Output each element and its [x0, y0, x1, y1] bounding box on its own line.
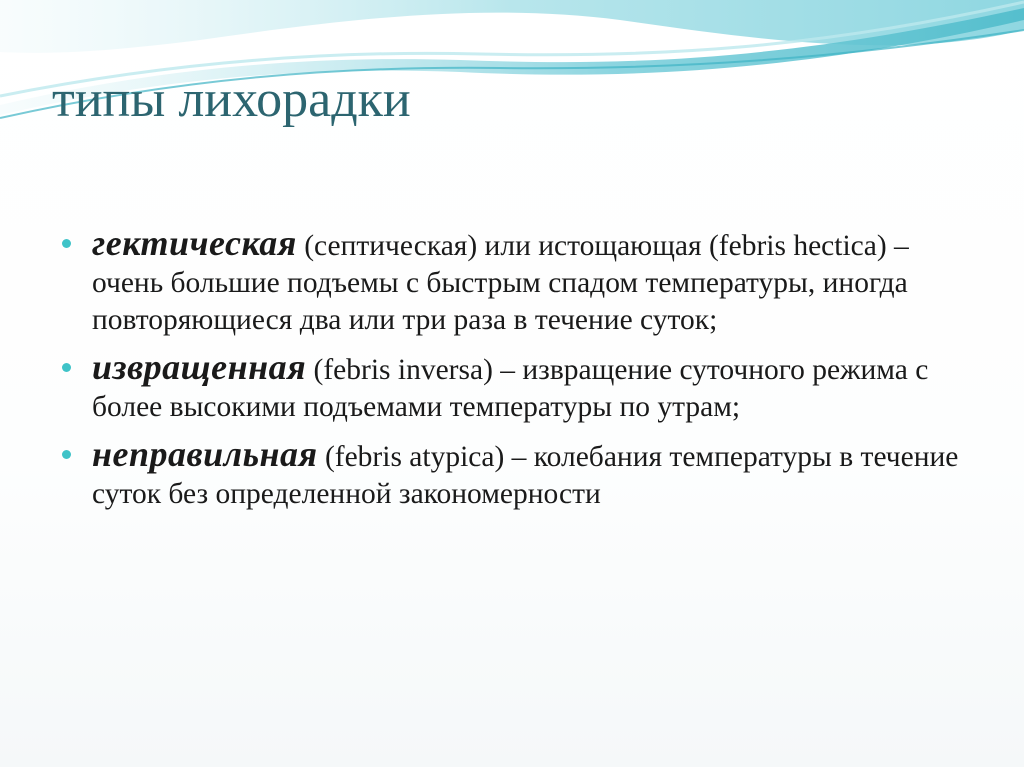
- bullet-term: извращенная: [92, 347, 307, 387]
- bullet-text: (септическая) или истощающая (febris hectica) – очень большие подъемы с быстрым спадом температуры, иногда повторяющиеся два или три раза в течение суток;: [92, 230, 909, 336]
- bullet-term: неправильная: [92, 434, 318, 474]
- bullet-term: гектическая: [92, 223, 297, 263]
- slide-title: типы лихорадки: [52, 71, 411, 128]
- bullet-text: (febris inversa) – извращение суточного режима с более высокими подъемами температуры по утрам;: [92, 354, 929, 423]
- bullet-text: (febris atypica) – колебания температуры в течение суток без определенной закономерности: [92, 441, 959, 510]
- bullet-item: [60, 225, 960, 339]
- bullet-item: [60, 436, 960, 513]
- bullet-item: [60, 349, 960, 426]
- bullet-dot-icon: [62, 363, 71, 372]
- bullet-dot-icon: [62, 450, 71, 459]
- bullet-dot-icon: [62, 239, 71, 248]
- bullet-list: [60, 225, 960, 513]
